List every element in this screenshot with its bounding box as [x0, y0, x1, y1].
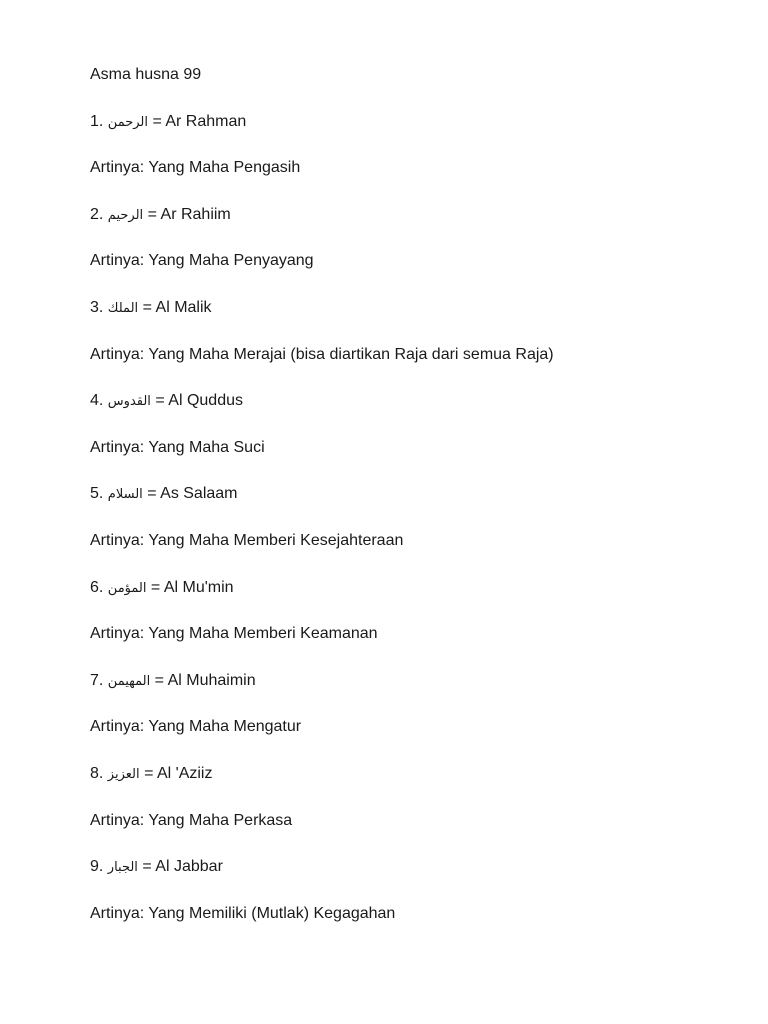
equals-sign: = [155, 392, 165, 410]
arabic-name: الرحمن [107, 114, 148, 130]
equals-sign: = [142, 298, 152, 316]
document-page [90, 64, 750, 949]
arabic-name: الرحيم [107, 207, 144, 223]
equals-sign: = [150, 578, 161, 596]
entry-7-name [90, 670, 750, 692]
entry-number: 7. [90, 671, 104, 689]
latin-name: Al Muhaimin [167, 671, 256, 689]
arabic-name: المؤمن [107, 580, 147, 596]
entry-8-name [90, 763, 750, 785]
latin-name: Al Malik [155, 298, 212, 316]
latin-name: Ar Rahiim [160, 205, 231, 223]
entry-2-name [90, 204, 750, 226]
entry-1-meaning: Artinya: Yang Maha Pengasih [90, 159, 301, 177]
entry-9-meaning: Artinya: Yang Memiliki (Mutlak) Kegagahan [90, 904, 396, 922]
entry-number: 1. [90, 112, 104, 130]
entry-6-name [90, 577, 750, 599]
latin-name: As Salaam [160, 485, 238, 503]
entry-4-meaning: Artinya: Yang Maha Suci [90, 438, 265, 456]
equals-sign: = [144, 764, 154, 782]
entry-5-meaning: Artinya: Yang Maha Memberi Kesejahteraan [90, 531, 404, 549]
entry-7-meaning: Artinya: Yang Maha Mengatur [90, 718, 302, 736]
entry-number: 3. [90, 298, 104, 316]
entry-3-meaning: Artinya: Yang Maha Merajai (bisa diartikan Raja dari semua Raja) [90, 345, 554, 363]
arabic-name: السلام [107, 487, 143, 503]
latin-name: Al Jabbar [155, 858, 223, 876]
equals-sign: = [152, 112, 162, 130]
latin-name: Al Mu'min [163, 578, 234, 596]
entry-3-name [90, 297, 750, 319]
entry-9-name [90, 856, 750, 878]
entry-8-meaning: Artinya: Yang Maha Perkasa [90, 811, 293, 829]
equals-sign: = [154, 671, 165, 689]
arabic-name: القدوس [107, 394, 151, 410]
entry-number: 6. [90, 578, 104, 596]
entry-4-name [90, 390, 750, 412]
arabic-name: العزيز [107, 766, 140, 782]
entry-number: 9. [90, 858, 104, 876]
entry-number: 2. [90, 205, 104, 223]
latin-name: Al 'Aziiz [156, 764, 213, 782]
entry-6-meaning: Artinya: Yang Maha Memberi Keamanan [90, 625, 378, 643]
equals-sign: = [147, 205, 157, 223]
arabic-name: الملك [107, 300, 139, 316]
arabic-name: المهيمن [107, 673, 151, 689]
equals-sign: = [142, 858, 152, 876]
document-title: Asma husna 99 [90, 66, 202, 83]
latin-name: Al Quddus [168, 392, 243, 410]
entry-5-name [90, 483, 750, 505]
entry-number: 4. [90, 392, 104, 410]
entry-2-meaning: Artinya: Yang Maha Penyayang [90, 252, 314, 270]
equals-sign: = [147, 485, 157, 503]
entry-number: 5. [90, 485, 104, 503]
entry-1-name [90, 111, 750, 133]
arabic-name: الجبار [107, 860, 138, 876]
entry-number: 8. [90, 764, 104, 782]
latin-name: Ar Rahman [165, 112, 247, 130]
